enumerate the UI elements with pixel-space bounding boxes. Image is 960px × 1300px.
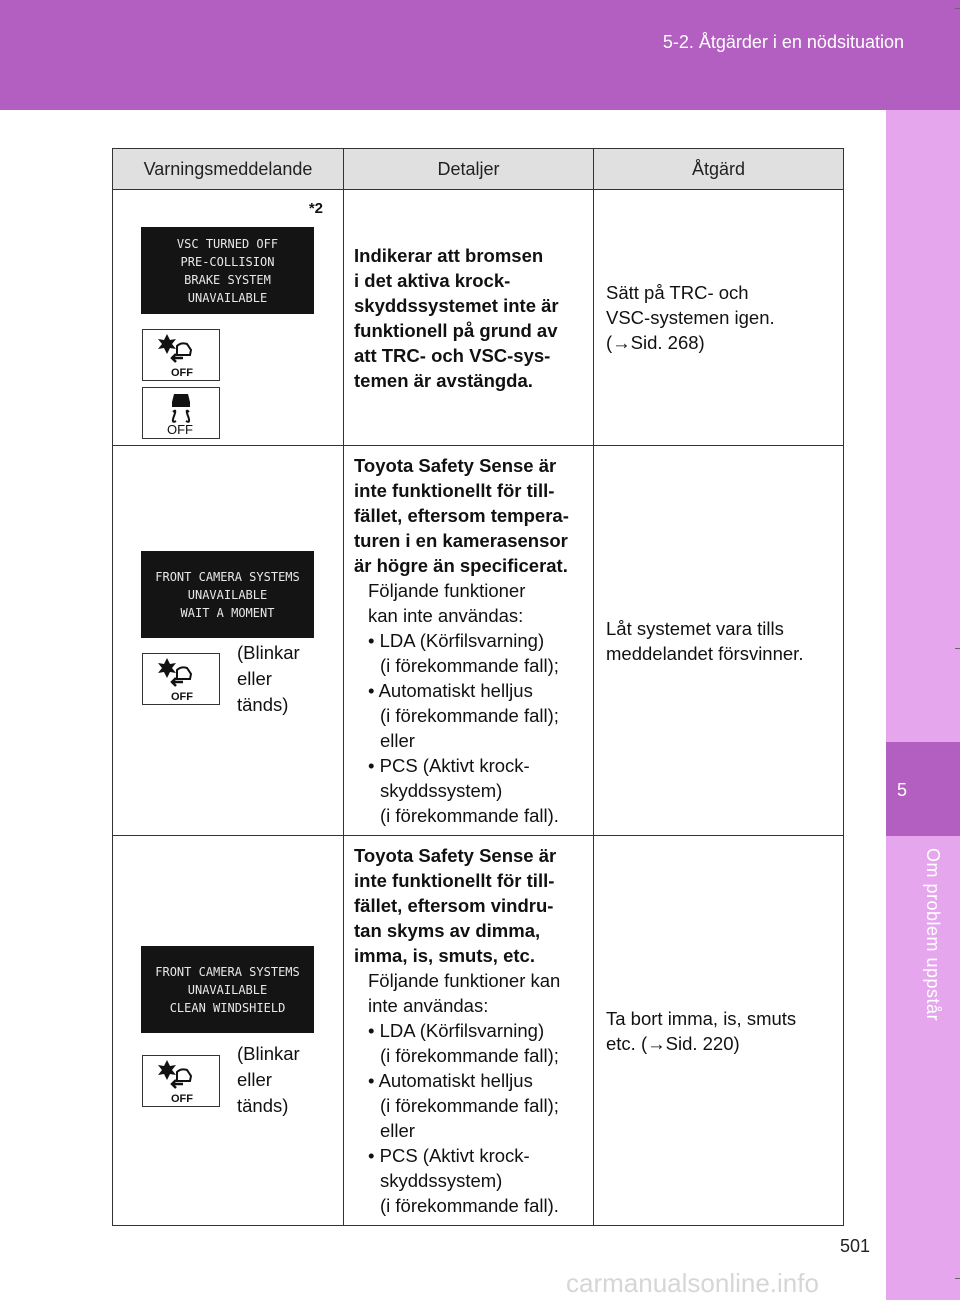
display-line: BRAKE SYSTEM [184,272,271,287]
display-line: UNAVAILABLE [187,982,268,997]
detail-line: fället, eftersom vindru- [354,895,554,916]
note-line: tänds) [237,694,289,715]
indicator-label: OFF [171,367,193,379]
note-line: tänds) [237,1095,289,1116]
column-header: Åtgärd [594,149,844,190]
list-item-cont: skyddssystem) [380,780,503,801]
action-line: VSC-systemen igen. [606,307,775,328]
detail-line: fället, eftersom tempera- [354,505,569,526]
page-number: 501 [840,1236,871,1256]
action-line: Ta bort imma, is, smuts [606,1007,797,1029]
watermark: carmanualsonline.info [566,1268,819,1298]
pcs-off-icon [143,654,219,704]
list-item-cont: (i förekommande fall); [380,705,559,726]
warning-visual-cell [113,190,344,446]
list-item-cont: (i förekommande fall); [380,655,559,676]
detail-line: skyddssystemet inte är [354,294,559,316]
action-cell [594,190,844,446]
warning-display [141,551,314,638]
list-item: • PCS (Aktivt krock- [368,1145,530,1166]
detail-line: turen i en kamerasensor [354,530,568,551]
crop-mark [955,648,960,649]
warning-display [141,227,314,314]
crop-mark [955,8,960,9]
detail-line: tan skyms av dimma, [354,920,541,941]
list-item: • Automatiskt helljus [368,1070,533,1091]
indicator-label: OFF [167,422,193,437]
details-cell [344,190,594,446]
note-line: (Blinkar [237,642,300,663]
note-line: eller [237,1069,272,1090]
pcs-off-indicator [142,653,220,705]
detail-line: att TRC- och VSC-sys- [354,344,551,366]
blink-note [237,1041,300,1119]
page-header [0,0,960,110]
details-cell [344,836,594,1226]
table-row [113,446,844,836]
display-line: FRONT CAMERA SYSTEMS [155,569,300,584]
list-item: • PCS (Aktivt krock- [368,755,530,776]
list-item-cont: (i förekommande fall). [380,1195,559,1216]
action-cell [594,836,844,1226]
display-line: FRONT CAMERA SYSTEMS [155,964,300,979]
list-item-cont: eller [380,1120,415,1141]
warning-visual-cell [113,836,344,1226]
detail-line: funktionell på grund av [354,319,558,341]
display-line: CLEAN WINDSHIELD [169,1000,286,1015]
detail-line: är högre än specificerat. [354,555,568,576]
detail-line: inte användas: [368,995,489,1016]
action-line: (→Sid. 268) [606,332,705,353]
detail-line: Toyota Safety Sense är [354,455,557,476]
detail-line: kan inte användas: [368,605,524,626]
detail-line: Följande funktioner [368,580,526,601]
list-item-cont: (i förekommande fall); [380,1095,559,1116]
display-line: WAIT A MOMENT [180,605,275,620]
table-row [113,190,844,446]
pcs-off-icon [143,1056,219,1106]
vsc-off-indicator [142,387,220,439]
list-item-cont: skyddssystem) [380,1170,503,1191]
column-header: Detaljer [344,149,594,190]
table-row [113,836,844,1226]
detail-line: imma, is, smuts, etc. [354,945,535,966]
action-line: Sätt på TRC- och [606,282,749,303]
detail-line: Toyota Safety Sense är [354,845,557,866]
display-line: UNAVAILABLE [187,587,268,602]
display-line: UNAVAILABLE [187,290,268,305]
skidding-car-off-icon [143,388,219,438]
list-item: • Automatiskt helljus [368,680,533,701]
detail-line: temen är avstängda. [354,369,533,391]
list-item-cont: (i förekommande fall); [380,1045,559,1066]
detail-line: Följande funktioner kan [368,970,561,991]
display-line: PRE-COLLISION [180,254,275,269]
details-cell [344,446,594,836]
footnote-marker: *2 [308,200,323,217]
blink-note [237,640,300,718]
display-line: VSC TURNED OFF [176,236,279,251]
note-line: eller [237,668,272,689]
warning-table [112,148,844,1226]
column-header: Varningsmeddelande [113,149,344,190]
action-line: etc. (→Sid. 220) [606,1032,740,1054]
chapter-number: 5 [896,780,907,800]
pcs-off-indicator [142,329,220,381]
side-tab-upper [886,110,960,742]
detail-line: Indikerar att bromsen [354,244,544,266]
action-line: Låt systemet vara tills [606,617,784,639]
list-item: • LDA (Körfilsvarning) [368,1020,545,1041]
section-title: 5-2. Åtgärder i en nödsituation [662,32,904,52]
detail-line: inte funktionellt för till- [354,870,555,891]
action-cell [594,446,844,836]
pcs-off-indicator [142,1055,220,1107]
indicator-label: OFF [171,1093,193,1105]
chapter-title: Om problem uppstår [923,848,943,1022]
list-item: • LDA (Körfilsvarning) [368,630,545,651]
warning-display [141,946,314,1033]
warning-visual-cell [113,446,344,836]
detail-line: i det aktiva krock- [354,269,511,291]
indicator-label: OFF [171,691,193,703]
list-item-cont: (i förekommande fall). [380,805,559,826]
action-line: meddelandet försvinner. [606,642,804,664]
list-item-cont: eller [380,730,415,751]
note-line: (Blinkar [237,1043,300,1064]
crop-mark [955,1278,960,1279]
table-header-row [113,149,844,190]
detail-line: inte funktionellt för till- [354,480,555,501]
pcs-off-icon [143,330,219,380]
